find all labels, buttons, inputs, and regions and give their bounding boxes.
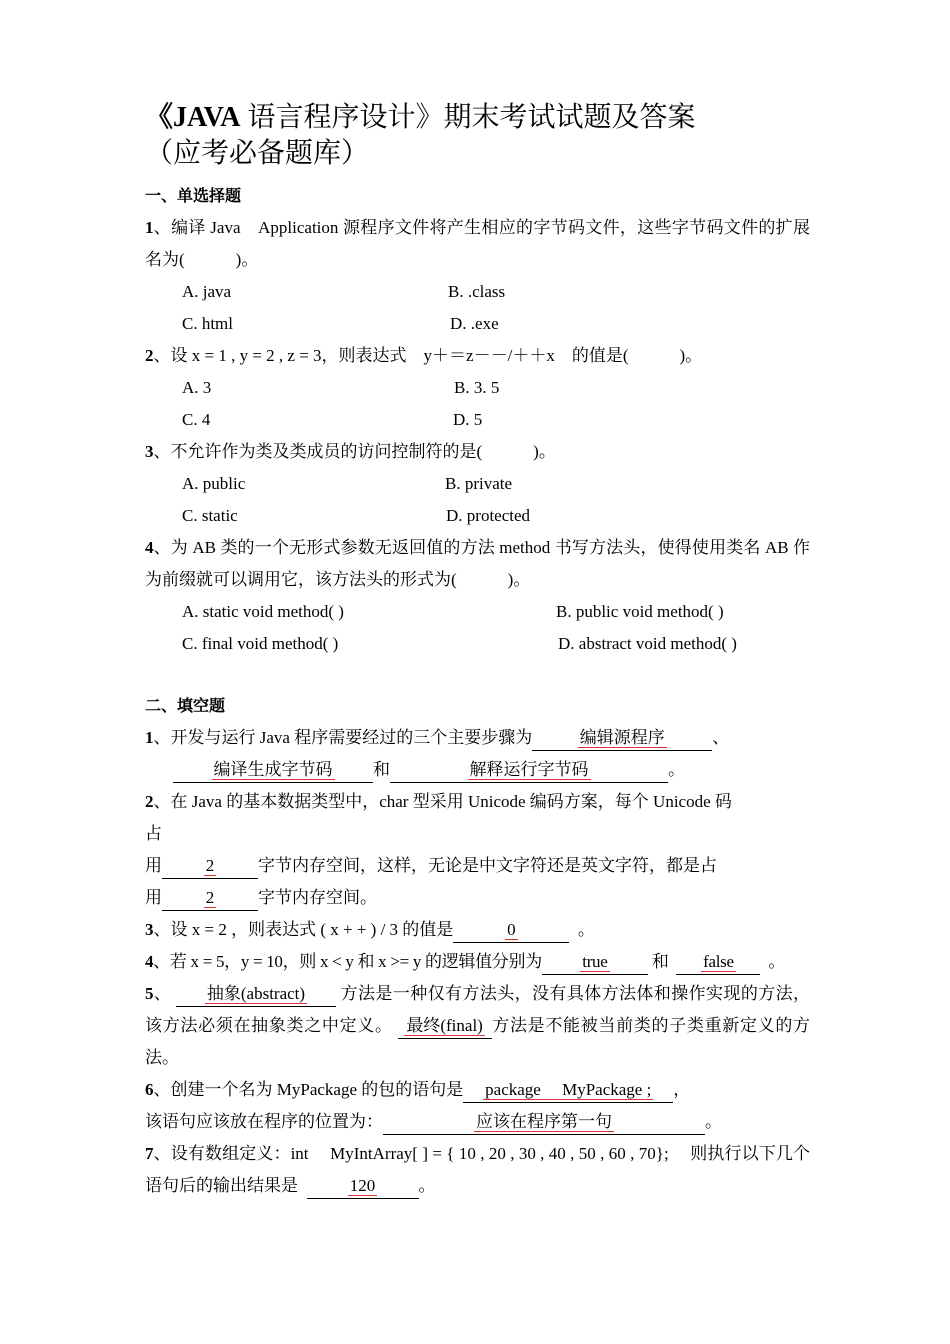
option-c: C. 4 — [182, 410, 211, 429]
option-c: C. html — [182, 314, 234, 333]
punctuation: 。 — [668, 760, 685, 779]
options-row — [145, 372, 810, 404]
question-text: 、设有数组定义：int MyIntArray[ ] = { 10 , 20 , 30 , 40 , 50 , 60 , 70}; 则执行以下几个语句后的输出结果是 — [145, 1144, 810, 1195]
question-number: 2 — [145, 792, 154, 811]
title-rest: 语言程序设计》期末考试试题及答案 — [240, 102, 696, 133]
option-d: D. 5 — [453, 410, 483, 429]
option-c: C. static — [182, 506, 238, 525]
answer-text: 应该在程序第一句 — [476, 1112, 612, 1131]
punctuation: 。 — [768, 952, 786, 971]
question-text: 、编译 Java Application 源程序文件将产生相应的字节码文件，这些字节码文件的扩展名为( )。 — [145, 218, 810, 269]
question-text: 、设 x = 1 , y = 2 , z = 3，则表达式 y＋＝z－－/＋＋x 的值是( )。 — [153, 346, 703, 365]
question-number: 7 — [145, 1144, 154, 1163]
fill-question-6 — [145, 1074, 810, 1138]
answer-blank — [676, 950, 760, 975]
question-text: 、创建一个名为 MyPackage 的包的语句是 — [153, 1080, 464, 1099]
options-row — [145, 404, 810, 436]
option-a: A. 3 — [182, 378, 212, 397]
question-number: 4 — [145, 538, 154, 557]
option-c: C. final void method( ) — [182, 634, 339, 653]
question-text: 、 — [153, 984, 172, 1003]
option-b: B. private — [445, 474, 513, 493]
fill-question-7 — [145, 1138, 810, 1202]
question-number: 2 — [145, 346, 154, 365]
question-3 — [145, 436, 810, 468]
answer-blank — [176, 982, 336, 1007]
question-text: 该语句应该放在程序的位置为： — [145, 1112, 383, 1131]
question-number: 5 — [145, 984, 154, 1003]
answer-text: 解释运行字节码 — [469, 760, 589, 779]
question-2 — [145, 340, 810, 372]
options-row — [145, 628, 810, 660]
section-heading-fill-blank: 二、填空题 — [145, 696, 226, 715]
question-number: 1 — [145, 218, 154, 237]
fill-question-3 — [145, 914, 810, 946]
document-title — [145, 100, 810, 172]
question-number: 3 — [145, 442, 154, 461]
answer-blank — [390, 758, 668, 783]
question-text: 方法是一种仅有方法头，没有具体方法体和操作实现的方法，该方法必须在抽象类之中定义。 — [145, 984, 811, 1035]
option-d: D. abstract void method( ) — [558, 634, 737, 653]
answer-blank — [383, 1110, 705, 1135]
answer-blank — [463, 1078, 673, 1103]
punctuation: 、 — [712, 728, 730, 747]
answer-blank — [398, 1014, 492, 1039]
punctuation: 。 — [705, 1112, 722, 1131]
conjunction: 和 — [373, 760, 390, 779]
question-number: 6 — [145, 1080, 154, 1099]
option-d: D. .exe — [450, 314, 499, 333]
question-text: 字节内存空间，这样，无论是中文字符还是英文字符，都是占 — [258, 856, 717, 875]
options-row — [145, 276, 810, 308]
question-number: 1 — [145, 728, 154, 747]
fill-question-2 — [145, 786, 810, 914]
answer-text: true — [582, 952, 608, 971]
answer-blank — [532, 726, 712, 751]
option-a: A. public — [182, 474, 246, 493]
title-bold-part: 《JAVA — [145, 102, 241, 133]
punctuation: 。 — [577, 920, 595, 939]
options-row — [145, 500, 810, 532]
answer-blank — [307, 1174, 419, 1199]
answer-text: 120 — [349, 1176, 376, 1195]
answer-text: package MyPackage ; — [485, 1080, 652, 1099]
options-row — [145, 468, 810, 500]
option-b: B. .class — [448, 282, 506, 301]
answer-text: 最终(final) — [406, 1016, 483, 1035]
answer-text: false — [703, 952, 734, 971]
option-a: A. static void method( ) — [182, 602, 344, 621]
answer-blank — [162, 854, 258, 879]
question-text: 用 — [145, 856, 162, 875]
question-text: 、若 x = 5，y = 10，则 x < y 和 x >= y 的逻辑值分别为 — [153, 952, 542, 971]
answer-text: 0 — [507, 920, 516, 939]
answer-blank — [173, 758, 373, 783]
option-b: B. public void method( ) — [556, 602, 724, 621]
punctuation: 。 — [418, 1176, 436, 1195]
document-page — [145, 100, 810, 1202]
answer-text: 编辑源程序 — [579, 728, 665, 747]
fill-question-4 — [145, 946, 810, 978]
question-text: 、为 AB 类的一个无形式参数无返回值的方法 method 书写方法头，使得使用类名 AB 作为前缀就可以调用它，该方法头的形式为( )。 — [145, 538, 810, 589]
option-a: A. java — [182, 282, 232, 301]
answer-blank — [542, 950, 648, 975]
fill-question-1 — [145, 722, 810, 786]
question-1 — [145, 212, 810, 276]
section-heading-single-choice: 一、单选择题 — [145, 186, 242, 205]
question-text: 字节内存空间。 — [258, 888, 377, 907]
answer-blank — [453, 918, 569, 943]
question-text: 、不允许作为类及类成员的访问控制符的是( )。 — [153, 442, 556, 461]
question-4 — [145, 532, 810, 596]
question-number: 4 — [145, 952, 154, 971]
question-text: 占 — [145, 824, 162, 843]
question-text: 、开发与运行 Java 程序需要经过的三个主要步骤为 — [153, 728, 533, 747]
question-text: 方法是不能被当前类的子类重新定义的方法。 — [145, 1016, 811, 1067]
options-row — [145, 596, 810, 628]
question-text: 用 — [145, 888, 162, 907]
question-text: 、设 x = 2 ，则表达式 ( x + + ) / 3 的值是 — [153, 920, 454, 939]
option-b: B. 3. 5 — [454, 378, 500, 397]
answer-blank — [162, 886, 258, 911]
answer-text: 编译生成字节码 — [213, 760, 333, 779]
conjunction: 和 — [651, 952, 669, 971]
answer-text: 2 — [205, 888, 215, 907]
option-d: D. protected — [446, 506, 531, 525]
title-subtitle: （应考必备题库） — [145, 138, 370, 169]
question-text: 、在 Java 的基本数据类型中，char 型采用 Unicode 编码方案，每个 Unicode 码 — [153, 792, 732, 811]
options-row — [145, 308, 810, 340]
answer-text: 2 — [205, 856, 215, 875]
answer-text: 抽象(abstract) — [206, 984, 306, 1003]
question-number: 3 — [145, 920, 154, 939]
punctuation: ， — [673, 1080, 691, 1099]
fill-question-5 — [145, 978, 810, 1074]
